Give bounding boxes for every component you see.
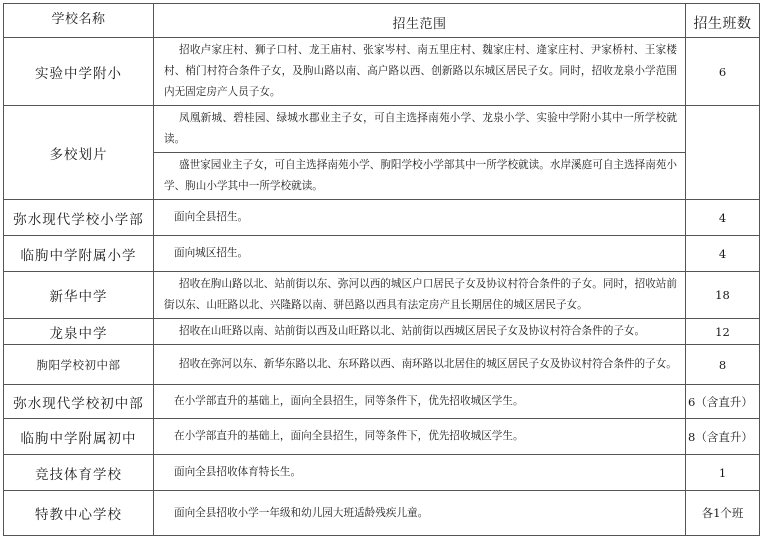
header-scope: 招生范围 <box>154 4 686 38</box>
enrollment-scope: 盛世家园业主子女，可自主选择南苑小学、朐阳学校小学部其中一所学校就读。水岸溪庭可自主选择南苑小学、朐山小学其中一所学校就读。 <box>154 153 686 200</box>
header-row <box>4 4 760 38</box>
school-name: 临朐中学附属小学 <box>4 236 154 272</box>
enrollment-table <box>3 3 760 536</box>
table-row <box>4 455 760 491</box>
school-name: 龙泉中学 <box>4 319 154 345</box>
enrollment-scope: 面向城区招生。 <box>154 236 686 272</box>
table-row <box>4 272 760 319</box>
enrollment-scope: 面向全县招收小学一年级和幼儿园大班适龄残疾儿童。 <box>154 491 686 536</box>
school-name: 竞技体育学校 <box>4 455 154 491</box>
class-count: 6（含直升） <box>686 385 760 419</box>
school-name: 朐阳学校初中部 <box>4 345 154 385</box>
enrollment-scope: 在小学部直升的基础上，面向全县招生，同等条件下，优先招收城区学生。 <box>154 419 686 455</box>
school-name: 特教中心学校 <box>4 491 154 536</box>
school-name: 多校划片 <box>4 106 154 200</box>
table-row <box>4 38 760 106</box>
school-name: 实验中学附小 <box>4 38 154 106</box>
enrollment-scope: 招收在弥河以东、新华东路以北、东环路以西、南环路以北居住的城区居民子女及协议村符合条件的子女。 <box>154 345 686 385</box>
enrollment-scope: 在小学部直升的基础上，面向全县招生，同等条件下，优先招收城区学生。 <box>154 385 686 419</box>
table-row <box>4 200 760 236</box>
class-count: 各1个班 <box>686 491 760 536</box>
table-row <box>4 385 760 419</box>
enrollment-scope: 招收在朐山路以北、站前街以东、弥河以西的城区户口居民子女及协议村符合条件的子女。同时，招收站前街以东、山旺路以北、兴隆路以南、骈邑路以西具有法定房产且长期居住的城区居民子女。 <box>154 272 686 319</box>
school-name: 弥水现代学校初中部 <box>4 385 154 419</box>
table-row <box>4 419 760 455</box>
table-row <box>4 345 760 385</box>
class-count: 12 <box>686 319 760 345</box>
enrollment-scope: 面向全县招生。 <box>154 200 686 236</box>
enrollment-scope: 招收卢家庄村、狮子口村、龙王庙村、张家岑村、南五里庄村、魏家庄村、逄家庄村、尹家桥村、王家楼村、梢门村符合条件子女，及朐山路以南、高户路以西、创新路以东城区居民子女。同时，招收龙泉小学范围内无固定房产人员子女。 <box>154 38 686 106</box>
class-count: 4 <box>686 200 760 236</box>
school-name: 临朐中学附属初中 <box>4 419 154 455</box>
header-school: 学校名称 <box>4 4 154 38</box>
class-count: 4 <box>686 236 760 272</box>
school-name: 弥水现代学校小学部 <box>4 200 154 236</box>
enrollment-scope: 凤凰新城、碧桂园、绿城水郡业主子女，可自主选择南苑小学、龙泉小学、实验中学附小其中一所学校就读。 <box>154 106 686 153</box>
class-count: 8 <box>686 345 760 385</box>
class-count: 8（含直升） <box>686 419 760 455</box>
school-name: 新华中学 <box>4 272 154 319</box>
class-count: 6 <box>686 38 760 106</box>
class-count: 1 <box>686 455 760 491</box>
enrollment-scope: 面向全县招收体育特长生。 <box>154 455 686 491</box>
header-classes: 招生班数 <box>686 4 760 38</box>
table-row <box>4 319 760 345</box>
table-row <box>4 236 760 272</box>
table-row <box>4 106 760 153</box>
class-count <box>686 106 760 200</box>
table-row <box>4 491 760 536</box>
class-count: 18 <box>686 272 760 319</box>
enrollment-scope: 招收在山旺路以南、站前街以西及山旺路以北、站前街以西城区居民子女及协议村符合条件的子女。 <box>154 319 686 345</box>
